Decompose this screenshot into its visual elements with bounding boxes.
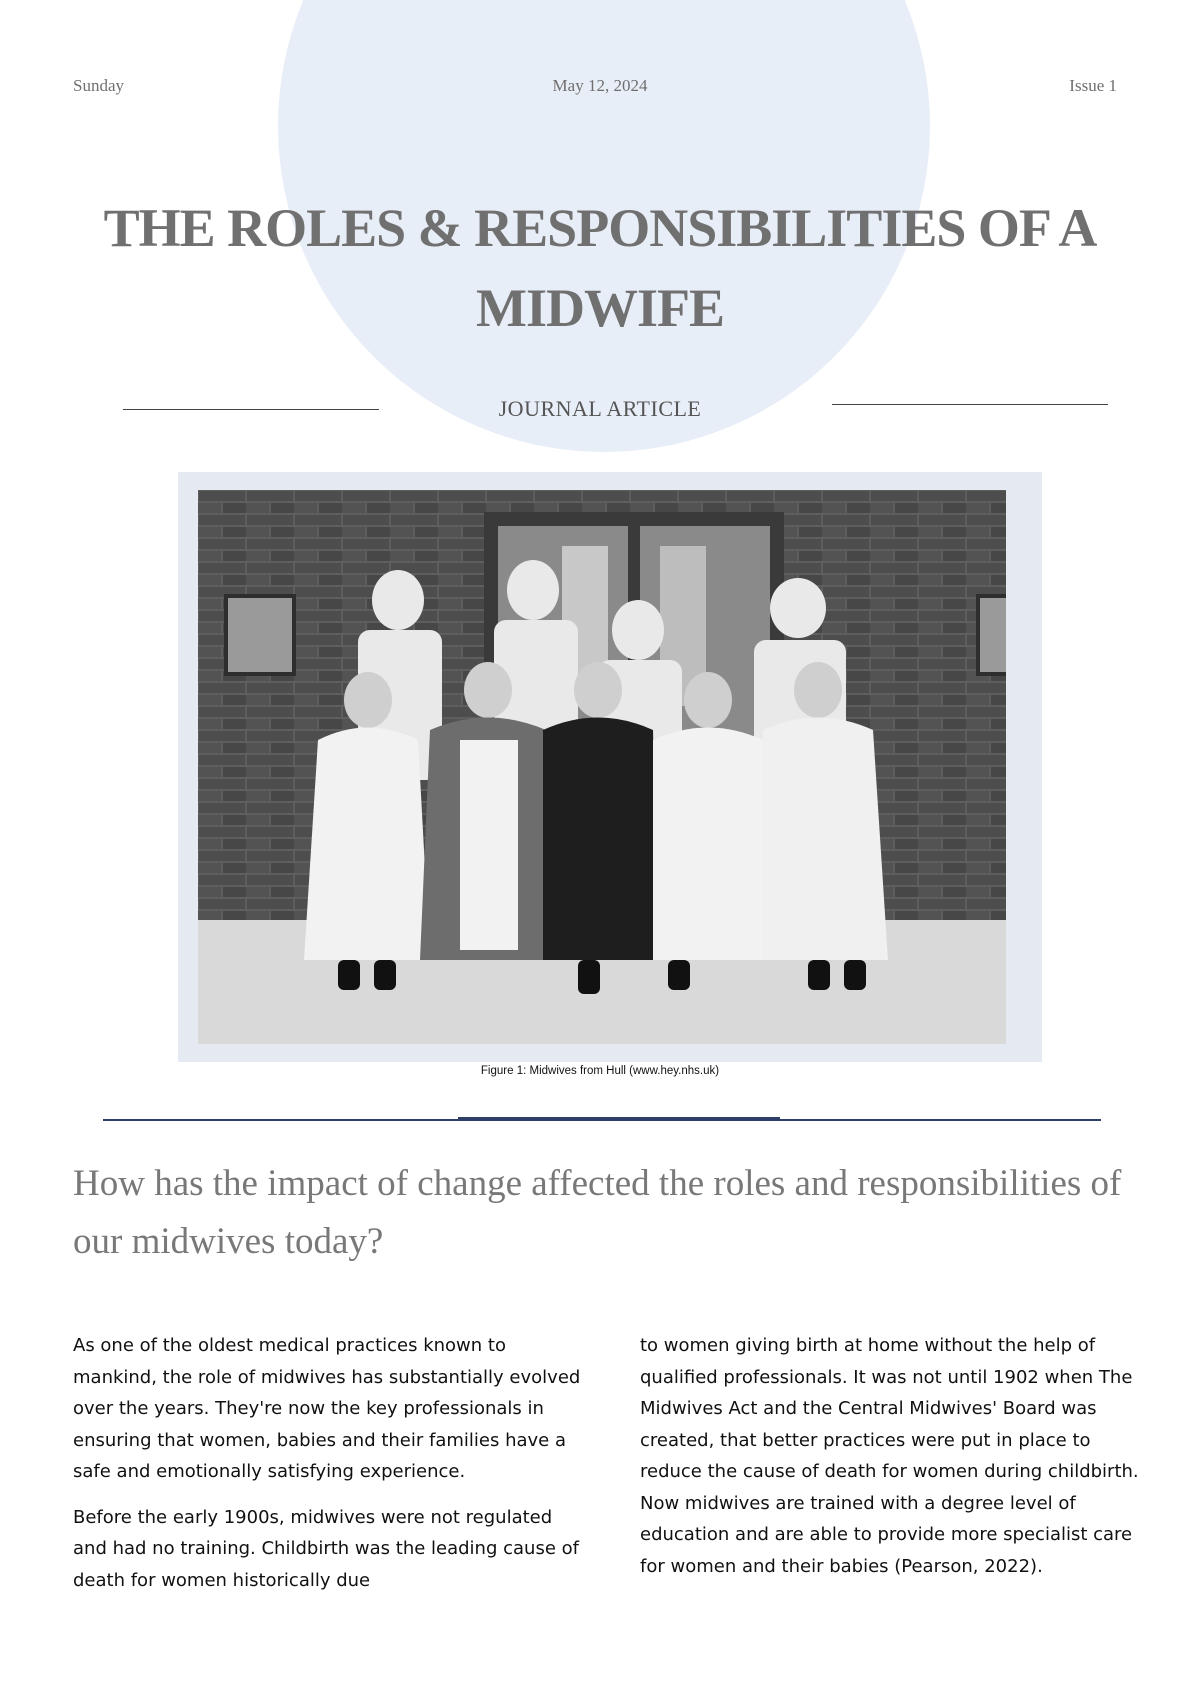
section-divider bbox=[103, 1119, 1101, 1121]
figure-caption: Figure 1: Midwives from Hull (www.hey.nhs.uk) bbox=[480, 1065, 720, 1077]
article-headline: How has the impact of change affected the roles and responsibilities of our midwives today? bbox=[73, 1163, 1122, 1262]
body-paragraph: As one of the oldest medical practices known to mankind, the role of midwives has substantially evolved over the years. They're now the key professionals in ensuring that women, babies and their families have a safe and emotionally satisfying experience. bbox=[73, 1335, 581, 1482]
header-issue: Issue 1 bbox=[1069, 76, 1117, 95]
body-column-left bbox=[73, 1330, 583, 1610]
subtitle-rule-right bbox=[832, 404, 1108, 405]
article-subtitle: JOURNAL ARTICLE bbox=[498, 396, 702, 421]
midwives-group-photo bbox=[198, 490, 1006, 1044]
body-column-right bbox=[640, 1330, 1150, 1596]
figure-frame bbox=[178, 472, 1042, 1062]
body-paragraph: to women giving birth at home without the help of qualified professionals. It was not until 1902 when The Midwives Act and the Central Midwives' Board was created, that better practices were put in place to reduce the cause of death for women during childbirth. Now midwives are trained with a degree level of education and are able to provide more specialist care for women and their babies (Pearson, 2022). bbox=[640, 1335, 1139, 1577]
article-title: THE ROLES & RESPONSIBILITIES OF A MIDWIFE bbox=[103, 198, 1097, 338]
header-day: Sunday bbox=[73, 76, 124, 95]
header-date: May 12, 2024 bbox=[552, 76, 648, 95]
body-paragraph: Before the early 1900s, midwives were not regulated and had no training. Childbirth was the leading cause of death for women historically due bbox=[73, 1506, 579, 1591]
section-divider-accent bbox=[458, 1117, 780, 1119]
